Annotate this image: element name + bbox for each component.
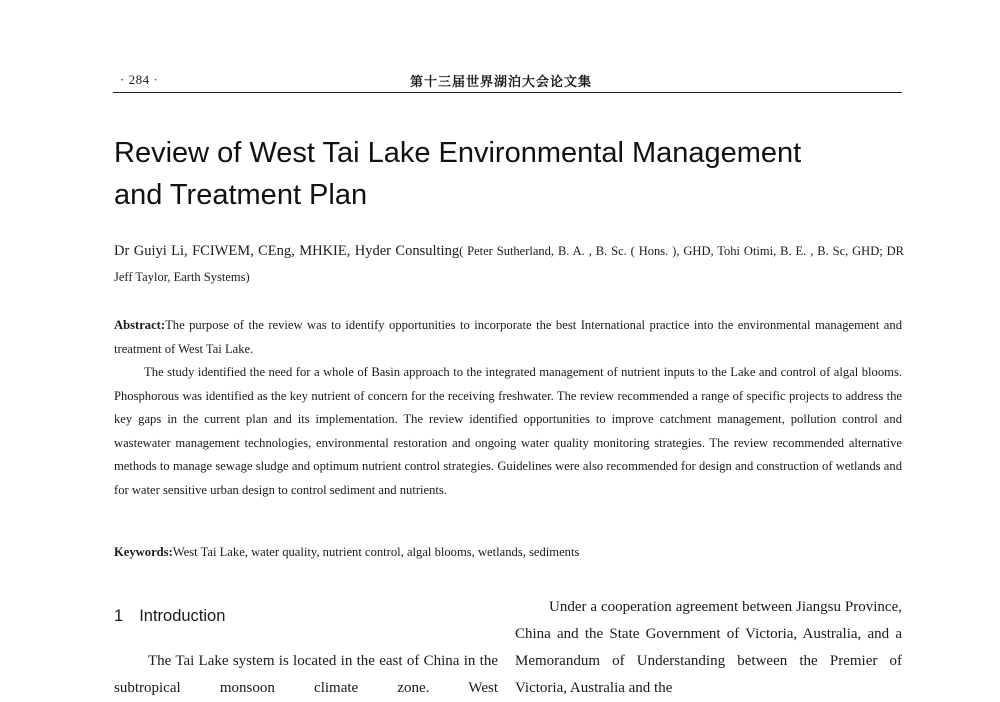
keywords-label: Keywords: [114, 545, 169, 559]
abstract-paragraph-2: The study identified the need for a whole of Basin approach to the integrated management of nutrient inputs to the Lake and control of algal blooms. Phosphorous was identified as the key nutrient of concern for the receiving freshwater. The review recommended a range of specific projects to address the key gaps in the current plan and its implementation. The review identified opportunities to improve catchment management, pollution control and wastewater management technologies, environmental restoration and ongoing water quality monitoring strategies. The review recommended alternative methods to manage sewage sludge and optimum nutrient control strategies. Guidelines were also recommended for design and construction of wetlands and for water sensitive urban design to control sediment and nutrients.: [114, 365, 902, 497]
abstract-label: Abstract: [114, 318, 161, 332]
abstract: [114, 314, 902, 502]
section-title: Introduction: [139, 607, 226, 625]
header-rule: [113, 92, 902, 93]
intro-right-column: Under a cooperation agreement between Jiangsu Province, China and the State Government of Victoria, Australia, and a Memorandum of Understanding between the Premier of Victoria, Australia and the: [515, 599, 902, 696]
intro-left-column: The Tai Lake system is located in the east of China in the subtropical monsoon climate zone. West: [114, 653, 498, 696]
abstract-text-1: The purpose of the review was to identify opportunities to incorporate the best International practice into the environmental management and treatment of West Tai Lake.: [114, 318, 902, 356]
page-number: · 284 ·: [120, 72, 159, 87]
section-heading-introduction: [114, 607, 225, 626]
running-header: 第十三届世界湖泊大会论文集: [410, 75, 593, 90]
authors: [114, 238, 904, 290]
authors-main: Dr Guiyi Li, FCIWEM, CEng, MHKIE, Hyder Consulting: [114, 243, 460, 259]
abstract-separator: :: [160, 318, 166, 332]
paper-title-line-2: and Treatment Plan: [114, 179, 368, 211]
keywords-separator: :: [168, 545, 173, 559]
paper-title: [114, 132, 894, 216]
keywords-text: West Tai Lake, water quality, nutrient control, algal blooms, wetlands, sediments: [172, 545, 580, 559]
paper-title-line-1: Review of West Tai Lake Environmental Management: [114, 137, 802, 169]
authors-affiliation: ( Peter Sutherland, B. A. , B. Sc. ( Hons. ), GHD, Tohi Otimi, B. E. , B. Sc, GHD; DR Jeff Taylor, Earth Systems): [114, 244, 904, 284]
section-number: 1: [114, 607, 124, 625]
keywords: [114, 541, 902, 564]
abstract-paragraph-1: [114, 314, 902, 361]
